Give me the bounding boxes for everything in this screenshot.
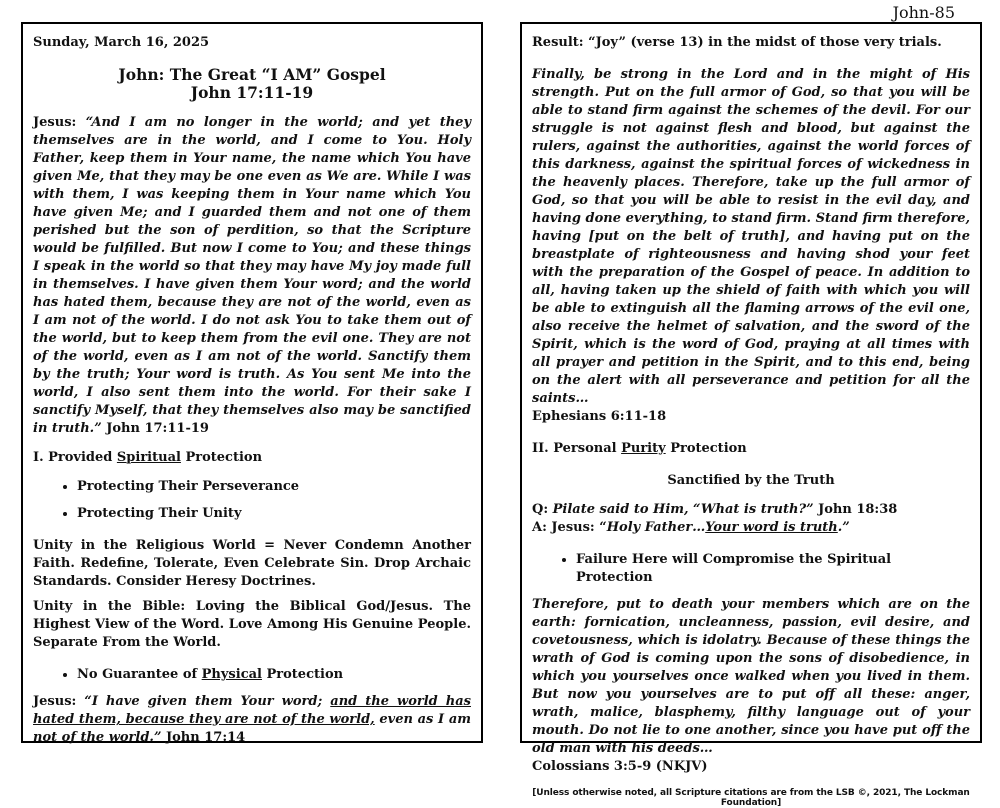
colossians-ref: Colossians 3:5-9 (NKJV) bbox=[532, 759, 708, 774]
unity-bible: Unity in the Bible: Loving the Biblical God/Jesus. The Highest View of the Word. Love Among His Genuine People. Separate From the World. bbox=[33, 599, 471, 650]
a-underlined: Your word is truth bbox=[705, 520, 838, 535]
heading1-underlined: Spiritual bbox=[116, 450, 181, 465]
quote2-ref: John 17:14 bbox=[165, 730, 246, 745]
bullet-item: • Protecting Their Perseverance bbox=[77, 478, 471, 496]
unity-religious-world: Unity in the Religious World = Never Condemn Another Faith. Redefine, Tolerate, Even Celebrate Sin. Drop Archaic Standards. Consider Heresy Doctrines. bbox=[33, 538, 471, 589]
a-end: .” bbox=[837, 520, 850, 535]
sermon-title-line2: John 17:11-19 bbox=[190, 83, 314, 102]
heading2-pre: II. Personal bbox=[532, 441, 622, 456]
quote2-text-b: even as I am not of the world.” bbox=[33, 712, 472, 745]
jesus-quote-ref: John 17:11-19 bbox=[106, 421, 209, 436]
heading2-underlined: Purity bbox=[621, 441, 666, 456]
page-label: John-85 bbox=[892, 3, 955, 22]
right-column bbox=[520, 22, 982, 808]
q-label: Q: bbox=[532, 502, 549, 517]
bullet2-underlined: Physical bbox=[201, 667, 262, 682]
bullet-list-2 bbox=[33, 666, 471, 684]
bullet-item: • Protecting Their Unity bbox=[77, 505, 471, 523]
quote2-underlined: and the world has hated them, because they are not of the world, bbox=[33, 694, 471, 727]
bullet2-post: Protection bbox=[261, 667, 344, 682]
sermon-date: Sunday, March 16, 2025 bbox=[33, 35, 210, 50]
bullet-list-1 bbox=[33, 478, 471, 523]
colossians-passage: Therefore, put to death your members which are on the earth: fornication, uncleanness, passion, evil desire, and covetousness, which is idolatry. Because of these things the wrath of God is coming upon the sons of disobedience, in which you yourselves once walked when you lived in them. But now you yourselves are to put off all these: anger, wrath, malice, blasphemy, filthy language out of your mouth. Do not lie to one another, since you have put off the old man with his deeds… bbox=[532, 597, 970, 756]
a-label: A: Jesus: “ bbox=[532, 520, 607, 535]
bullet-item-failure: • Failure Here will Compromise the Spiritual Protection bbox=[576, 551, 970, 587]
quote2-text-a: “I have given them Your word; bbox=[84, 694, 331, 709]
sermon-title-line1: John: The Great “I AM” Gospel bbox=[118, 65, 386, 84]
heading1-post: Protection bbox=[180, 450, 263, 465]
heading-purity-protection bbox=[532, 440, 970, 458]
heading-spiritual-protection bbox=[33, 449, 471, 467]
ephesians-ref: Ephesians 6:11-18 bbox=[532, 409, 667, 424]
question-line bbox=[532, 501, 970, 519]
bullet-item-physical bbox=[77, 666, 471, 684]
quote2-label: Jesus: bbox=[33, 694, 77, 709]
ephesians-passage: Finally, be strong in the Lord and in the might of His strength. Put on the full armor of God, so that you will be able to stand firm against the schemes of the devil. For our struggle is not against flesh and blood, but against the rulers, against the authorities, against the world forces of this darkness, against the spiritual forces of wickedness in the heavenly places. Therefore, take up the full armor of God, so that you will be able to resist in the evil day, and having done everything, to stand firm. Stand firm therefore, having [put on the belt of truth], and having put on the breastplate of righteousness and having shod your feet with the preparation of the Gospel of peace. In addition to all, having taken up the shield of faith with which you will be able to extinguish all the flaming arrows of the evil one, also receive the helmet of salvation, and the sword of the Spirit, which is the word of God, praying at all times with all prayer and petition in the Spirit, and to this end, being on the alert with all perseverance and petition for all the saints… bbox=[532, 67, 970, 406]
bullet-list-3 bbox=[532, 551, 970, 587]
answer-line bbox=[532, 519, 970, 537]
jesus-quote-2 bbox=[33, 693, 471, 747]
heading2-post: Protection bbox=[665, 441, 747, 456]
jesus-label: Jesus: bbox=[33, 115, 77, 130]
scripture-footnote: [Unless otherwise noted, all Scripture citations are from the LSB ©, 2021, The Lockman Foundation] bbox=[532, 788, 970, 808]
a-text: Holy Father… bbox=[606, 520, 706, 535]
result-line: Result: “Joy” (verse 13) in the midst of those very trials. bbox=[532, 35, 942, 50]
sermon-title bbox=[33, 66, 471, 102]
heading1-pre: I. Provided bbox=[33, 450, 117, 465]
jesus-quote-paragraph bbox=[33, 114, 471, 438]
left-column bbox=[21, 22, 483, 743]
q-text: Pilate said to Him, “What is truth?” bbox=[552, 502, 814, 517]
jesus-quote: “And I am no longer in the world; and yet they themselves are in the world, and I come to You. Holy Father, keep them in Your name, the name which You have given Me, that they may be one even as We are. While I was with them, I was keeping them in Your name which You have given Me; and I guarded them and not one of them perished but the son of perdition, so that the Scripture would be fulfilled. But now I come to You; and these things I speak in the world so that they may have My joy made full in themselves. I have given them Your word; and the world has hated them, because they are not of the world, even as I am not of the world. I do not ask You to take them out of the world, but to keep them from the evil one. They are not of the world, even as I am not of the world. Sanctify them by the truth; Your word is truth. As You sent Me into the world, I also sent them into the world. For their sake I sanctify Myself, that they themselves also may be sanctified in truth.” bbox=[33, 115, 471, 436]
q-ref: John 18:38 bbox=[818, 502, 898, 517]
bullet2-pre: No Guarantee of bbox=[77, 667, 202, 682]
subheading: Sanctified by the Truth bbox=[667, 473, 835, 488]
